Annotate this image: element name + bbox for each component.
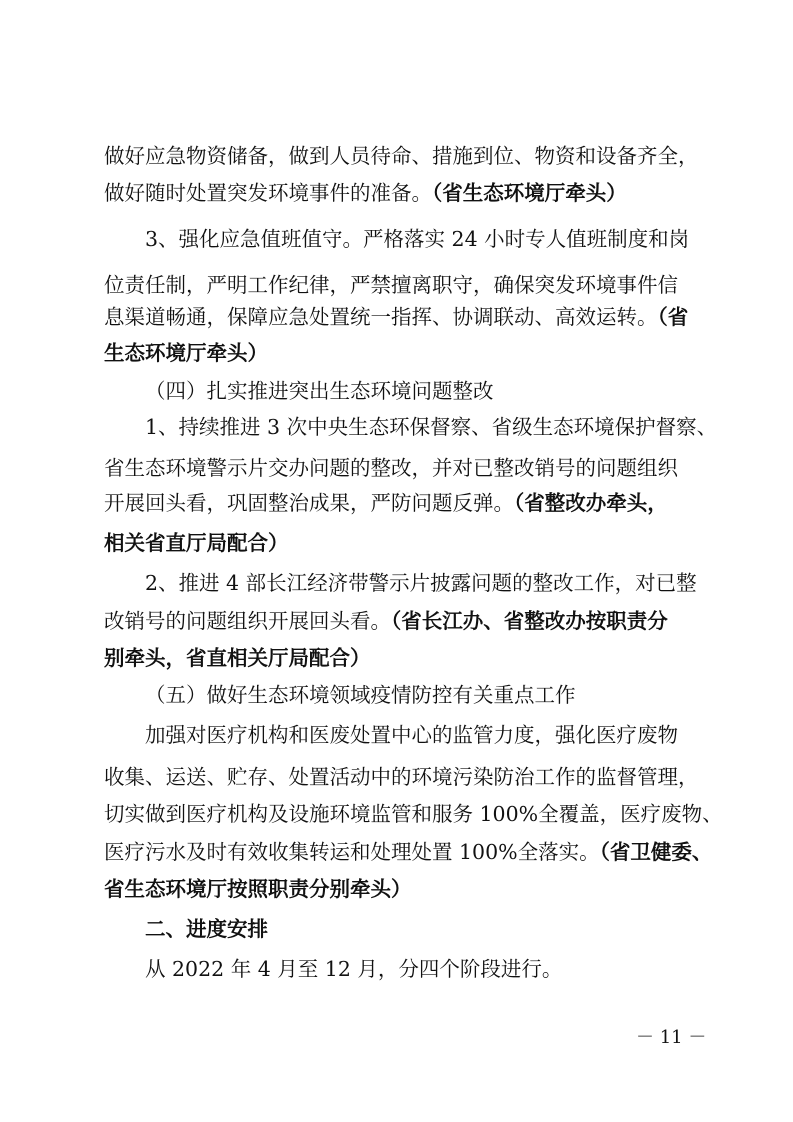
lead-department: （省整改办牵头， [514, 491, 668, 515]
line-text: 改销号的问题组织开展回头看。 [104, 609, 391, 633]
line-text: 收集、运送、贮存、处置活动中的环境污染防治工作的监督管理， [104, 765, 699, 789]
line-text: （五）做好生态环境领域疫情防控有关重点工作 [145, 683, 576, 707]
lead-department: 省生态环境厅按照职责分别牵头） [104, 877, 412, 901]
line-text: 做好应急物资储备，做到人员待命、措施到位、物资和设备齐全， [104, 144, 699, 168]
lead-department: 别牵头，省直相关厅局配合） [104, 646, 371, 670]
lead-department: （省卫健委、 [599, 840, 713, 864]
line-text: 1、持续推进 3 次中央生态环保督察、省级生态环境保护督察、 [145, 415, 718, 439]
line-text: 医疗污水及时有效收集转运和处理处置 100%全落实。 [104, 840, 600, 864]
line-text: 切实做到医疗机构及设施环境监管和服务 100%全覆盖，医疗废物、 [104, 802, 723, 826]
body-line [145, 216, 793, 262]
body-line [145, 404, 793, 450]
line-text: 加强对医疗机构和医废处置中心的监管力度，强化医疗废物 [145, 723, 678, 747]
page-number: － 11 － [636, 1027, 707, 1048]
line-text: 从 2022 年 4 月至 12 月，分四个阶段进行。 [145, 957, 563, 981]
body-line [145, 712, 793, 758]
line-text: 3、强化应急值班值守。严格落实 24 小时专人值班制度和岗 [145, 227, 690, 251]
heading-text: 二、进度安排 [145, 917, 268, 941]
lead-department: （省生态环境厅牵头） [432, 181, 627, 205]
line-text: 位责任制，严明工作纪律，严禁擅离职守，确保突发环境事件信 [104, 273, 678, 297]
line-text: 2、推进 4 部长江经济带警示片披露问题的整改工作，对已整 [145, 571, 697, 595]
lead-department: （省长江办、省整改办按职责分 [391, 609, 668, 633]
lead-department: 相关省直厅局配合） [104, 531, 289, 555]
line-text: 息渠道畅通，保障应急处置统一指挥、协调联动、高效运转。 [104, 305, 658, 329]
body-line [104, 170, 793, 216]
line-text: 开展回头看，巩固整治成果，严防问题反弹。 [104, 491, 514, 515]
lead-department: （省 [657, 305, 689, 329]
body-line [145, 946, 793, 992]
lead-department: 生态环境厅牵头） [104, 341, 268, 365]
line-text: （四）扎实推进突出生态环境问题整改 [145, 379, 494, 403]
line-text: 做好随时处置突发环境事件的准备。 [104, 181, 432, 205]
line-text: 省生态环境警示片交办问题的整改，并对已整改销号的问题组织 [104, 456, 678, 480]
